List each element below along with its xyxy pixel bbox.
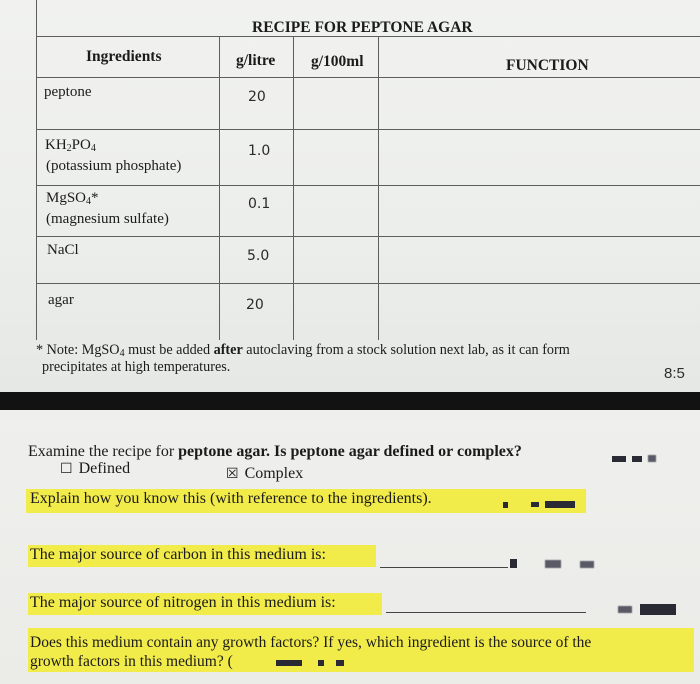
table-title: RECIPE FOR PEPTONE AGAR [252, 19, 473, 36]
ingredient-common-name: (magnesium sulfate) [46, 211, 169, 227]
question-growth-factors: Does this medium contain any growth factors? If yes, which ingredient is the source of the [30, 634, 592, 651]
ingredient-name [46, 190, 99, 207]
ingredient-amount: 1.0 [248, 143, 271, 159]
question-nitrogen-source: The major source of nitrogen in this medium is: [30, 594, 336, 611]
footnote-marker: * [91, 190, 99, 206]
photo-divider [0, 392, 700, 410]
question-explain: Explain how you know this (with reference to the ingredients). [30, 490, 432, 507]
checkbox-unchecked-icon[interactable]: ☐ [60, 461, 73, 477]
formula-subscript: 4 [86, 196, 92, 207]
table-rule [293, 36, 294, 340]
table-rule [219, 36, 220, 340]
ingredient-amount: 20 [248, 89, 266, 105]
redaction-mark [318, 660, 324, 666]
redaction-mark [545, 560, 561, 568]
option-complex[interactable]: ☒ Complex [226, 465, 304, 482]
ingredient-amount: 0.1 [248, 196, 271, 212]
ingredient-amount: 20 [246, 297, 264, 313]
video-timestamp: 8:5 [664, 365, 685, 382]
redaction-mark [510, 559, 517, 568]
ingredient-formula: KH [45, 137, 67, 153]
header-g-litre: g/litre [236, 52, 276, 69]
table-rule [36, 129, 700, 130]
formula-subscript: 2 [66, 143, 72, 154]
ingredient-name: peptone [44, 84, 92, 100]
answer-line [386, 612, 586, 613]
ingredient-formula: PO [71, 137, 91, 153]
header-function: FUNCTION [506, 57, 589, 74]
table-rule [378, 36, 379, 340]
ingredient-name: agar [48, 292, 74, 308]
redaction-mark [648, 455, 656, 462]
ingredient-formula: MgSO [46, 190, 87, 206]
worksheet-photo [0, 410, 700, 684]
table-rule [36, 185, 700, 186]
redaction-mark [640, 604, 676, 615]
header-ingredients: Ingredients [86, 48, 162, 65]
redaction-mark [545, 501, 575, 508]
table-note-line2: precipitates at high temperatures. [42, 359, 231, 375]
formula-subscript: 4 [90, 143, 96, 154]
table-rule [36, 283, 700, 284]
redaction-mark [618, 606, 632, 613]
checkbox-checked-icon[interactable]: ☒ [226, 466, 239, 482]
header-g-100ml: g/100ml [311, 53, 364, 70]
question-carbon-source: The major source of carbon in this medium is: [30, 546, 326, 563]
ingredient-name: NaCl [47, 242, 79, 258]
ingredient-common-name: (potassium phosphate) [46, 158, 182, 174]
redaction-mark [612, 456, 626, 462]
redaction-mark [632, 456, 642, 462]
redaction-mark [531, 502, 539, 507]
ingredient-name [45, 137, 96, 154]
answer-line [380, 567, 508, 568]
question-defined-or-complex: Examine the recipe for peptone agar. Is peptone agar defined or complex? [28, 443, 522, 460]
table-note: * Note: MgSO$_4$ must be added after autoclaving from a stock solution next lab, as it can form [36, 342, 570, 359]
option-defined[interactable]: ☐ Defined [60, 460, 131, 477]
table-rule [36, 0, 37, 340]
redaction-mark [276, 660, 302, 666]
redaction-mark [580, 561, 594, 568]
table-rule [36, 236, 700, 237]
redaction-mark [336, 660, 344, 666]
table-rule [36, 77, 700, 78]
question-growth-factors-line2: growth factors in this medium? ( [30, 653, 233, 670]
ingredient-amount: 5.0 [247, 248, 270, 264]
redaction-mark [503, 502, 508, 508]
